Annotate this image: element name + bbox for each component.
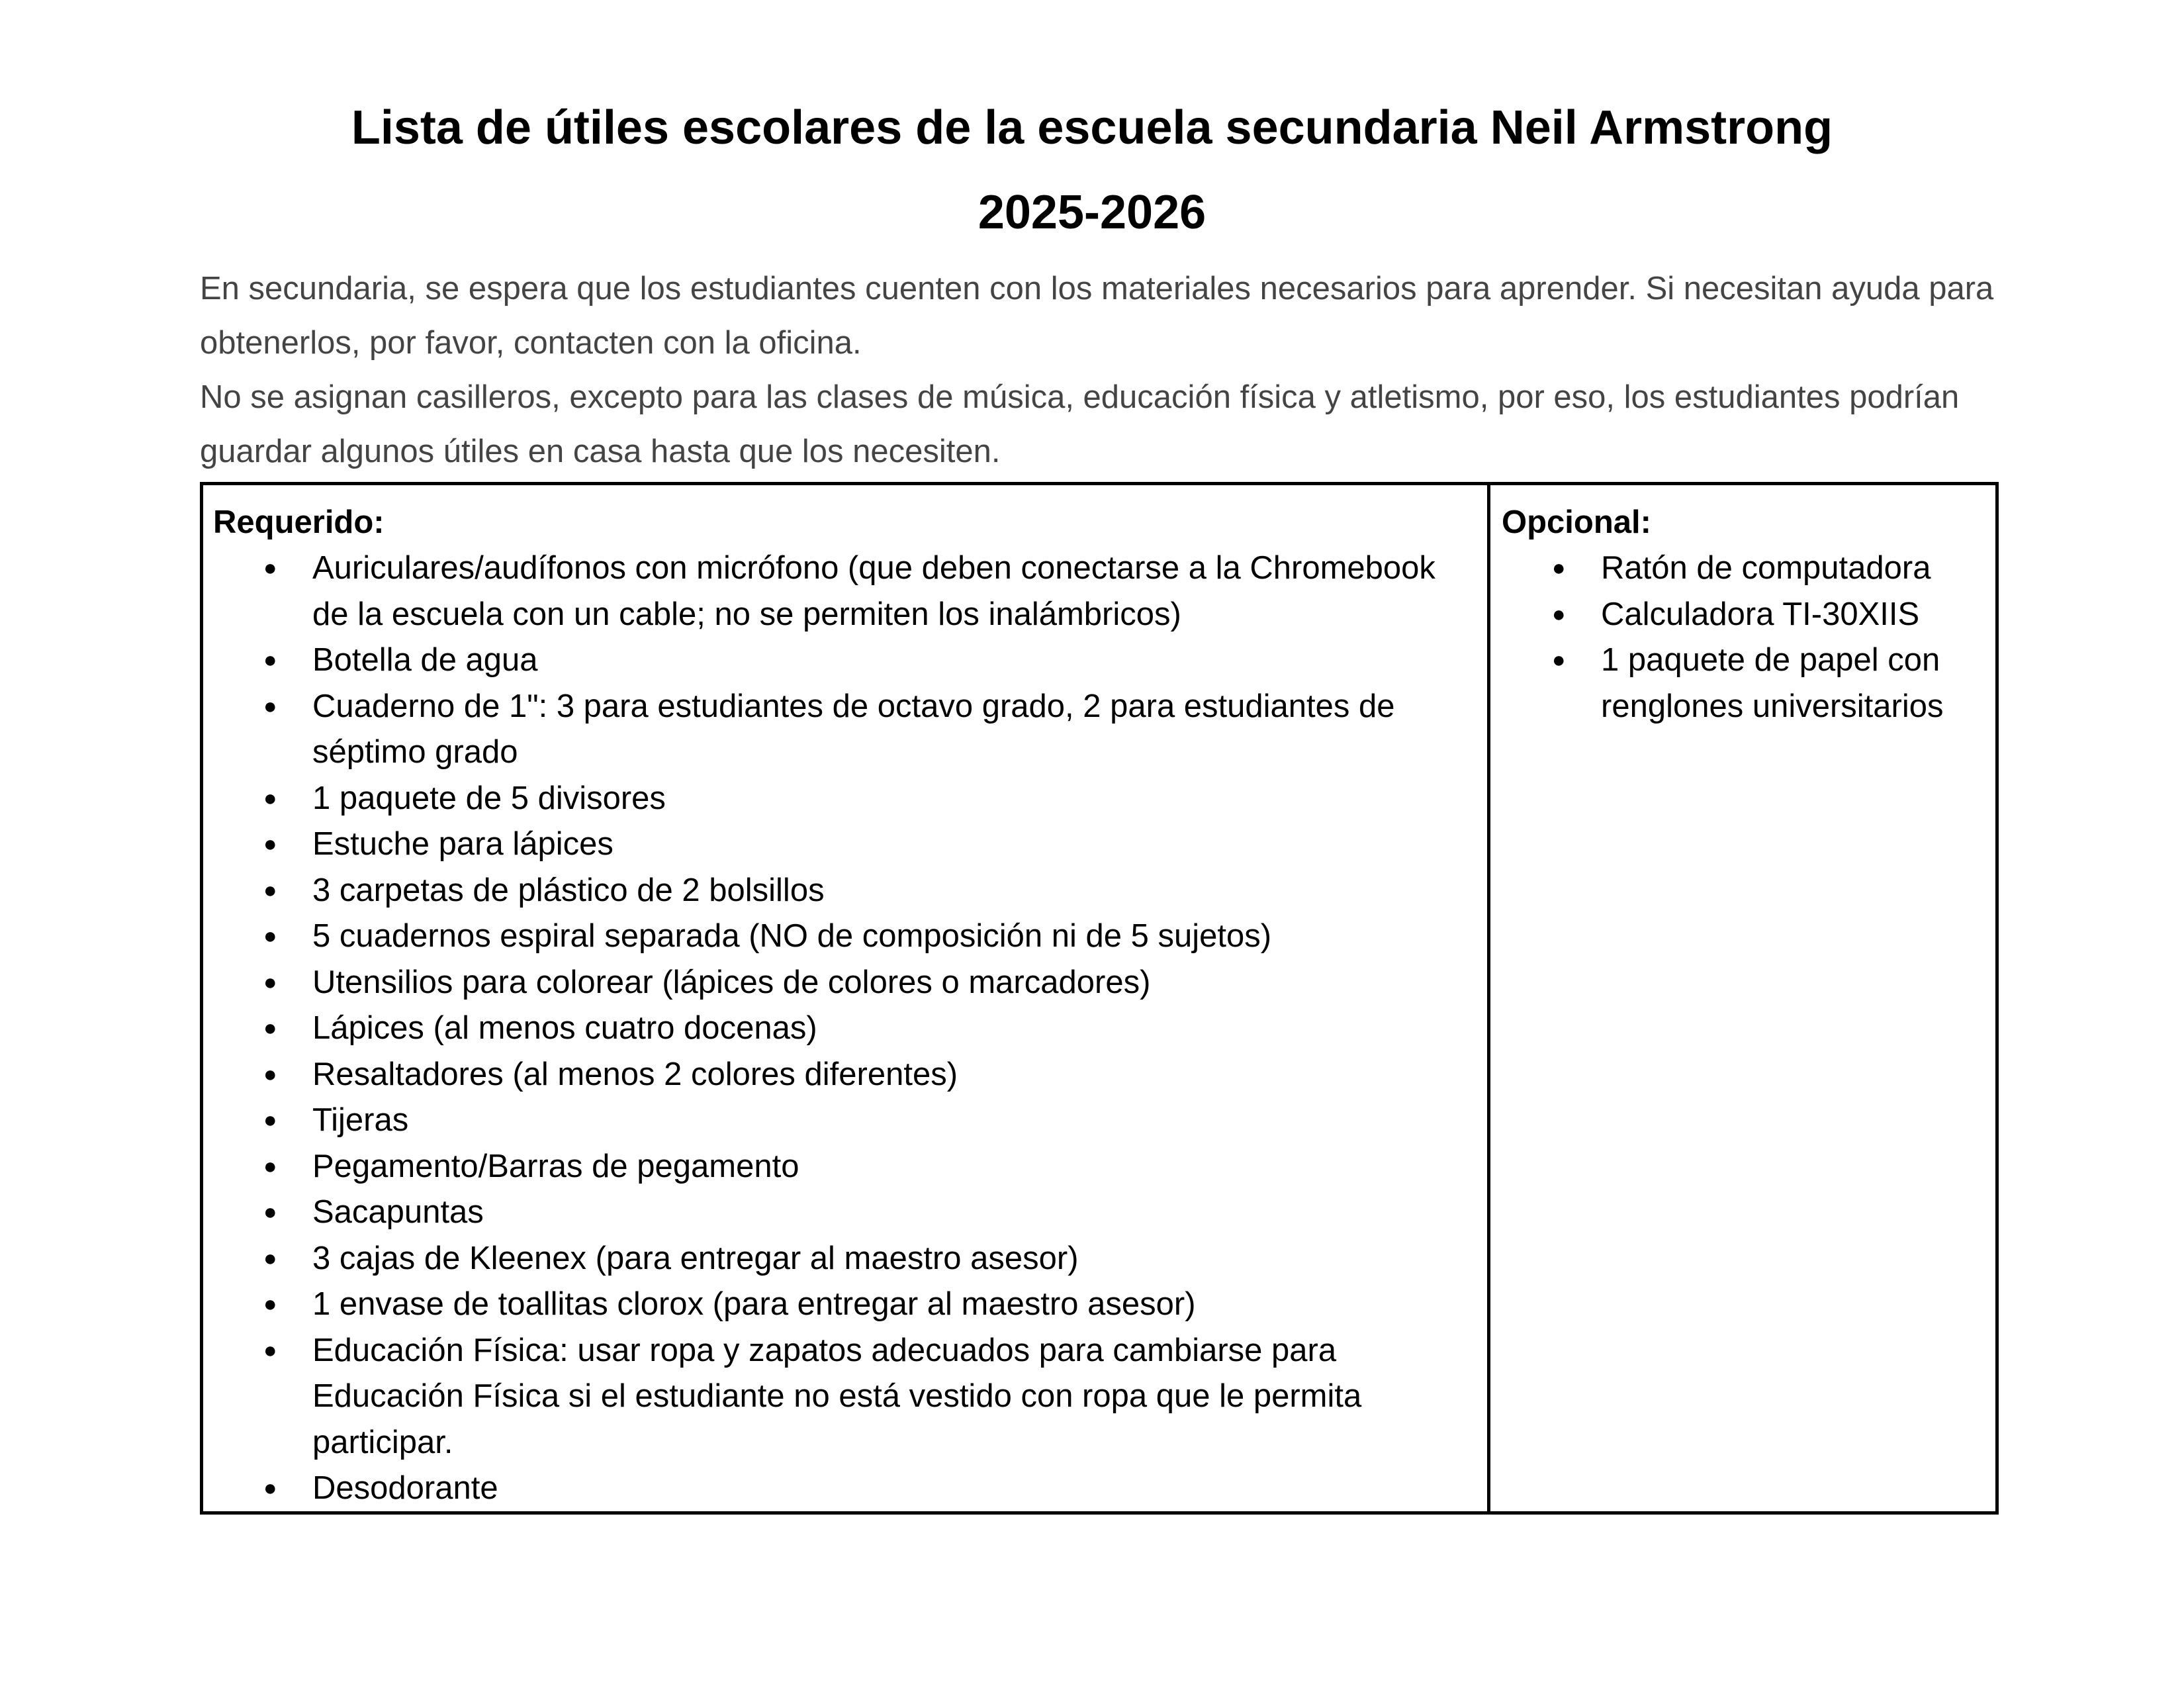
list-item: ● Utensilios para colorear (lápices de colores o marcadores)	[213, 960, 1487, 1006]
list-item: ● 1 paquete de 5 divisores	[213, 776, 1487, 822]
list-item: ● Ratón de computadora	[1502, 545, 1995, 592]
list-item: ● Pegamento/Barras de pegamento	[213, 1144, 1487, 1190]
list-item: ● Cuaderno de 1": 3 para estudiantes de octavo grado, 2 para estudiantes de séptimo grado	[213, 684, 1487, 776]
list-item: ● Desodorante	[213, 1466, 1487, 1512]
list-item: ● 3 cajas de Kleenex (para entregar al maestro asesor)	[213, 1236, 1487, 1282]
school-year: 2025-2026	[978, 186, 1206, 239]
list-item: ● Estuche para lápices	[213, 821, 1487, 868]
list-item: ● Sacapuntas	[213, 1190, 1487, 1236]
list-item: ● Auriculares/audífonos con micrófono (que deben conectarse a la Chromebook de la escuela con un cable; no se permiten los inalámbricos)	[213, 545, 1487, 637]
list-item: ● Calculadora TI-30XIIS	[1502, 592, 1995, 638]
list-item: ● Botella de agua	[213, 637, 1487, 684]
list-item: ● Lápices (al menos cuatro docenas)	[213, 1006, 1487, 1052]
optional-column	[1490, 485, 1995, 1511]
intro-paragraph: No se asignan casilleros, excepto para las clases de música, educación física y atletismo, por eso, los estudiantes podrían guardar algunos útiles en casa hasta que los necesiten.	[200, 379, 1960, 469]
optional-list	[1502, 545, 1995, 729]
required-heading: Requerido:	[213, 504, 385, 540]
supplies-table	[200, 482, 1999, 1515]
list-item: ● 5 cuadernos espiral separada (NO de composición ni de 5 sujetos)	[213, 914, 1487, 960]
required-column	[203, 485, 1490, 1511]
list-item: ● 3 carpetas de plástico de 2 bolsillos	[213, 868, 1487, 914]
list-item: ● 1 envase de toallitas clorox (para entregar al maestro asesor)	[213, 1282, 1487, 1328]
list-item: ● Resaltadores (al menos 2 colores diferentes)	[213, 1052, 1487, 1098]
page-title: Lista de útiles escolares de la escuela secundaria Neil Armstrong	[351, 101, 1833, 154]
list-item: ● 1 paquete de papel con renglones universitarios	[1502, 637, 1995, 729]
required-list	[213, 545, 1487, 1512]
intro-paragraph: En secundaria, se espera que los estudiantes cuenten con los materiales necesarios para aprender. Si necesitan ayuda para obtenerlos, por favor, contacten con la oficina.	[200, 271, 1994, 361]
list-item: ● Tijeras	[213, 1098, 1487, 1144]
optional-heading: Opcional:	[1502, 504, 1651, 540]
intro-text	[200, 261, 2000, 479]
list-item: ● Educación Física: usar ropa y zapatos adecuados para cambiarse para Educación Física si el estudiante no está vestido con ropa que le permita participar.	[213, 1328, 1487, 1466]
